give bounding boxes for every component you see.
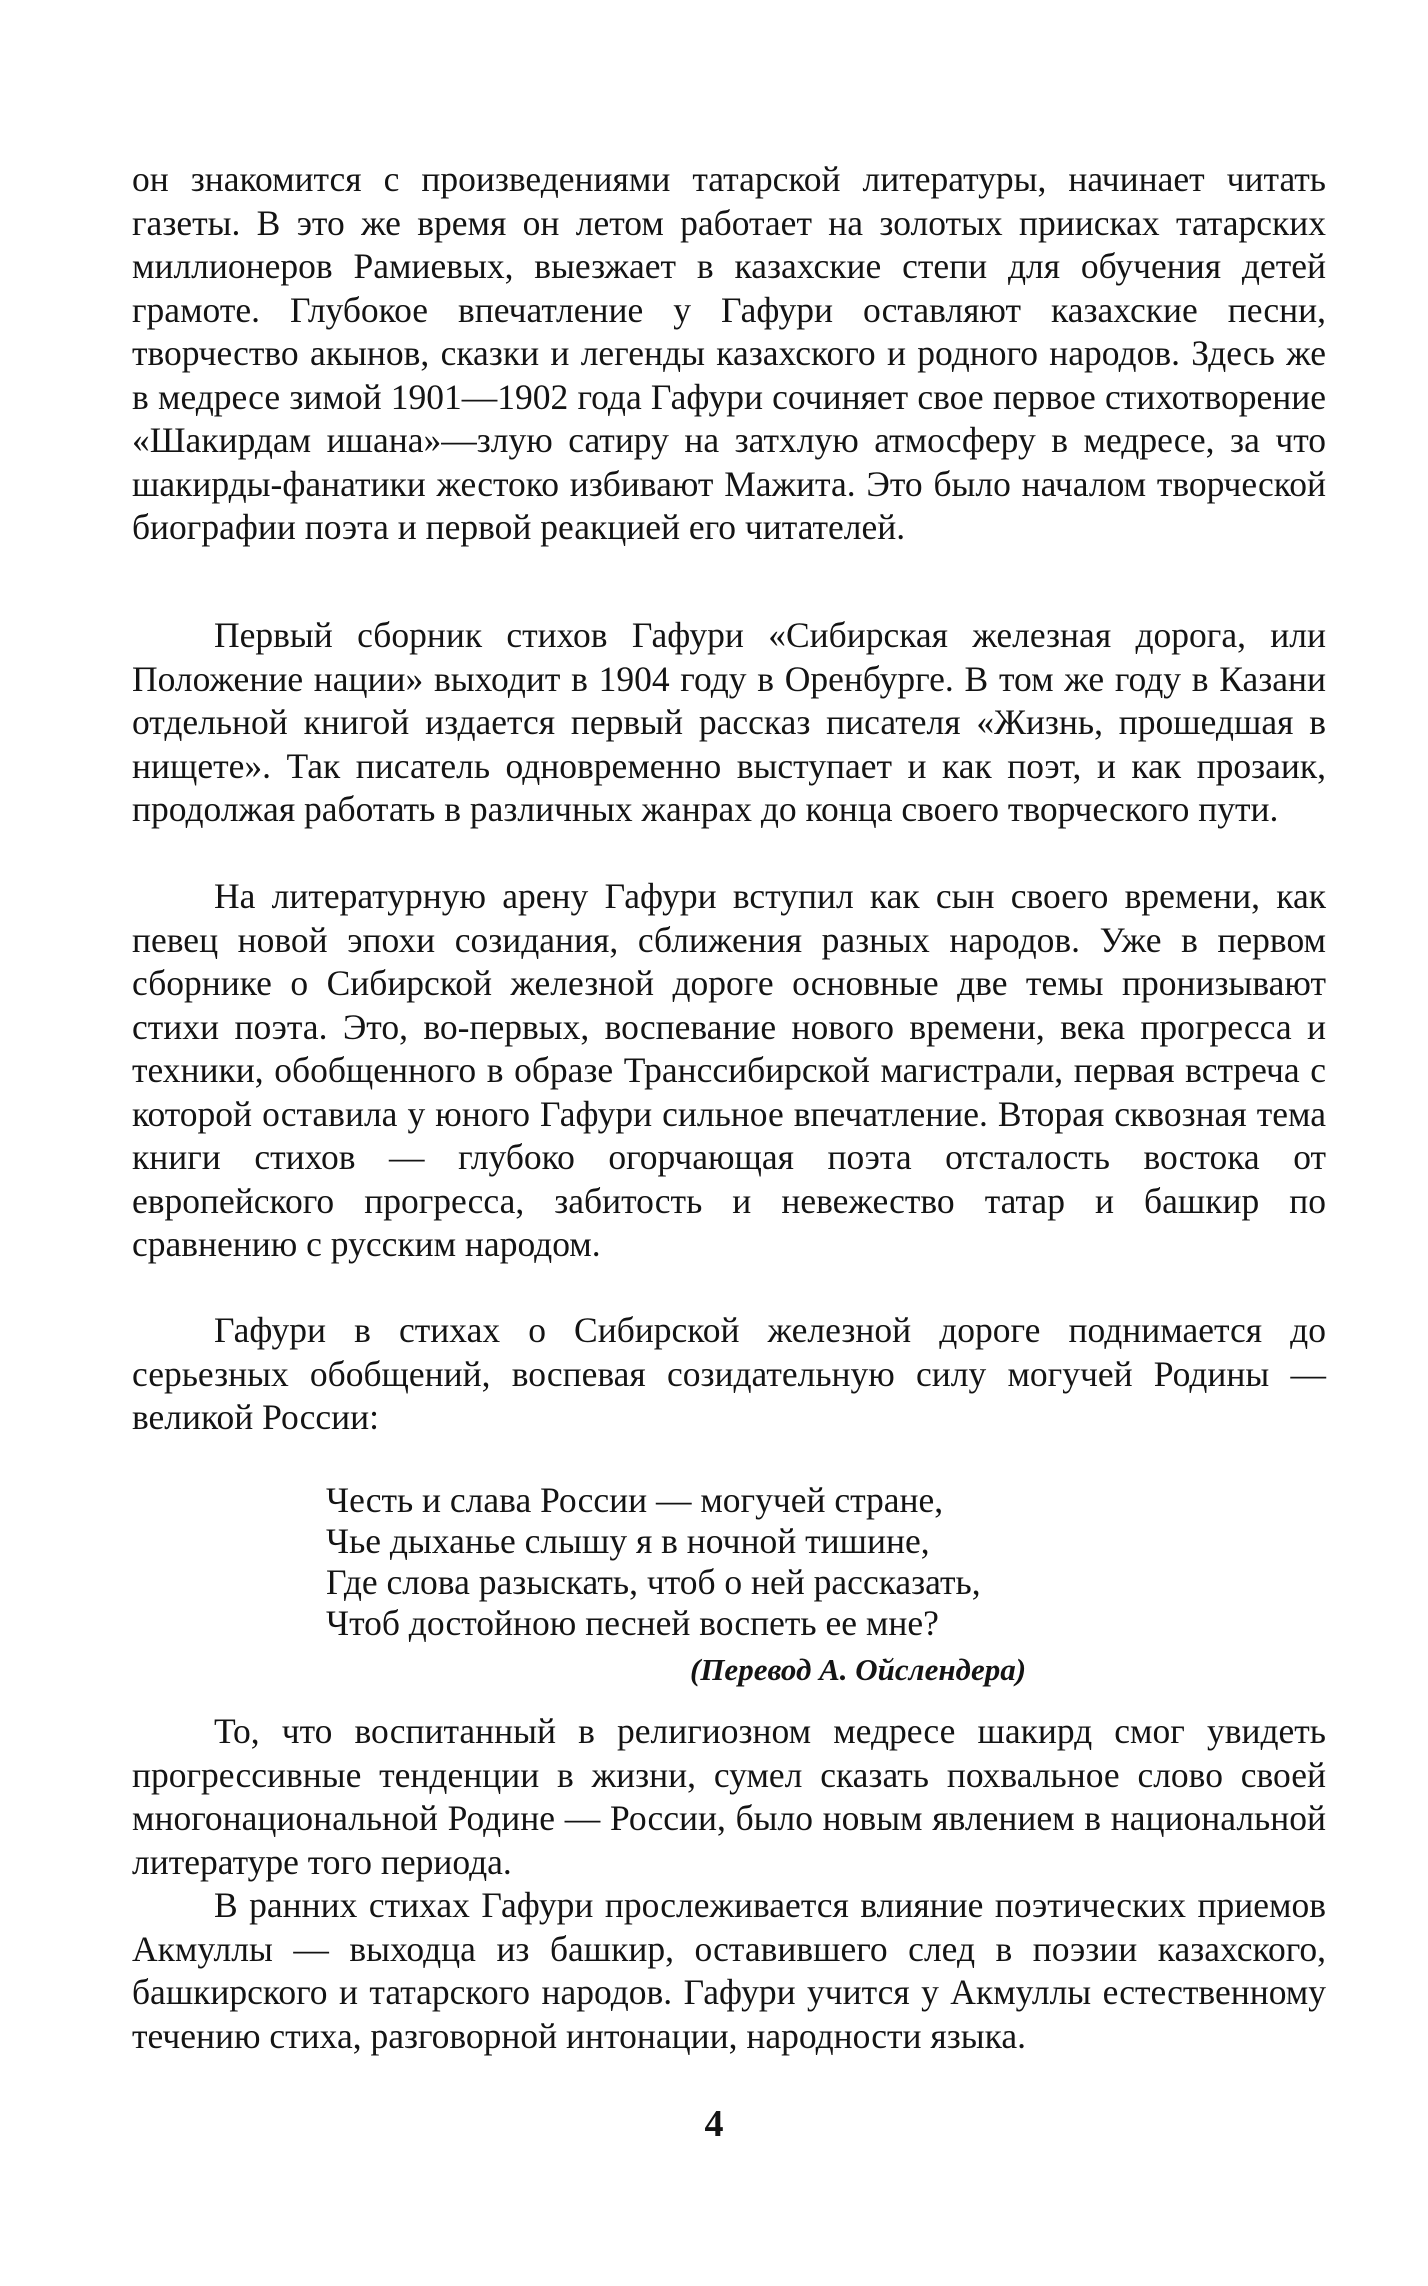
text-block-2 [132,614,1326,832]
text-block-3 [132,875,1326,1267]
paragraph-2: Первый сборник стихов Гафури «Сибирская железная дорога, или Положение нации» выходит в 1904 году в Оренбурге. В том же году в Казани отдельной книгой издается первый рассказ писателя «Жизнь, прошедшая в нищете». Так писатель одновременно выступает и как поэт, и как прозаик, продолжая работать в различных жанрах до конца своего творческого пути. [132,615,1326,829]
page-number: 4 [704,2103,724,2145]
poem-line: Чтоб достойною песней воспеть ее мне? [326,1603,939,1643]
paragraph-4: Гафури в стихах о Сибирской железной дороге поднимается до серьезных обобщений, воспевая созидательную силу могучей Родины — великой России: [132,1310,1326,1437]
paragraph-3: На литературную арену Гафури вступил как сын своего времени, как певец новой эпохи созидания, сближения разных народов. Уже в первом сборнике о Сибирской железной дороге основные две темы пронизывают стихи поэта. Это, во-первых, воспевание нового времени, века прогресса и техники, обобщенного в образе Транссибирской магистрали, первая встреча с которой оставила у юного Гафури сильное впечатление. Вторая сквозная тема книги стихов — глубоко огорчающая поэта отсталость востока от европейского прогресса, забитость и невежество татар и башкир по сравнению с русским народом. [132,876,1326,1264]
paragraph-1: он знакомится с произведениями татарской литературы, начинает читать газеты. В это же время он летом работает на золотых приисках татарских миллионеров Рамиевых, выезжает в казахские степи для обучения детей грамоте. Глубокое впечатление у Гафури оставляют казахские песни, творчество акынов, сказки и легенды казахского и родного народов. Здесь же в медресе зимой 1901—1902 года Гафури сочиняет свое первое стихотворение «Шакирдам ишана»—злую сатиру на затхлую атмосферу в медресе, за что шакирды-фанатики жестоко избивают Мажита. Это было началом творческой биографии поэта и первой реакцией его читателей. [132,159,1326,547]
poem-line: Честь и слава России — могучей стране, [326,1480,944,1520]
poem-quote [326,1480,1126,1644]
text-block-6 [132,1884,1326,2058]
translation-attribution: (Перевод А. Ойслендера) [690,1652,1027,1687]
paragraph-5: То, что воспитанный в религиозном медресе шакирд смог увидеть прогрессивные тенденции в жизни, сумел сказать похвальное слово своей многонациональной Родине — России, было новым явлением в национальной литературе того периода. [132,1711,1326,1882]
poem-line: Где слова разыскать, чтоб о ней рассказать, [326,1562,981,1602]
text-block-4 [132,1309,1326,1440]
text-block-5 [132,1710,1326,1884]
poem-line: Чье дыханье слышу я в ночной тишине, [326,1521,930,1561]
text-block-1 [132,158,1326,550]
paragraph-6: В ранних стихах Гафури прослеживается влияние поэтических приемов Акмуллы — выходца из башкир, оставившего след в поэзии казахского, башкирского и татарского народов. Гафури учится у Акмуллы естественному течению стиха, разговорной интонации, народности языка. [132,1885,1326,2056]
